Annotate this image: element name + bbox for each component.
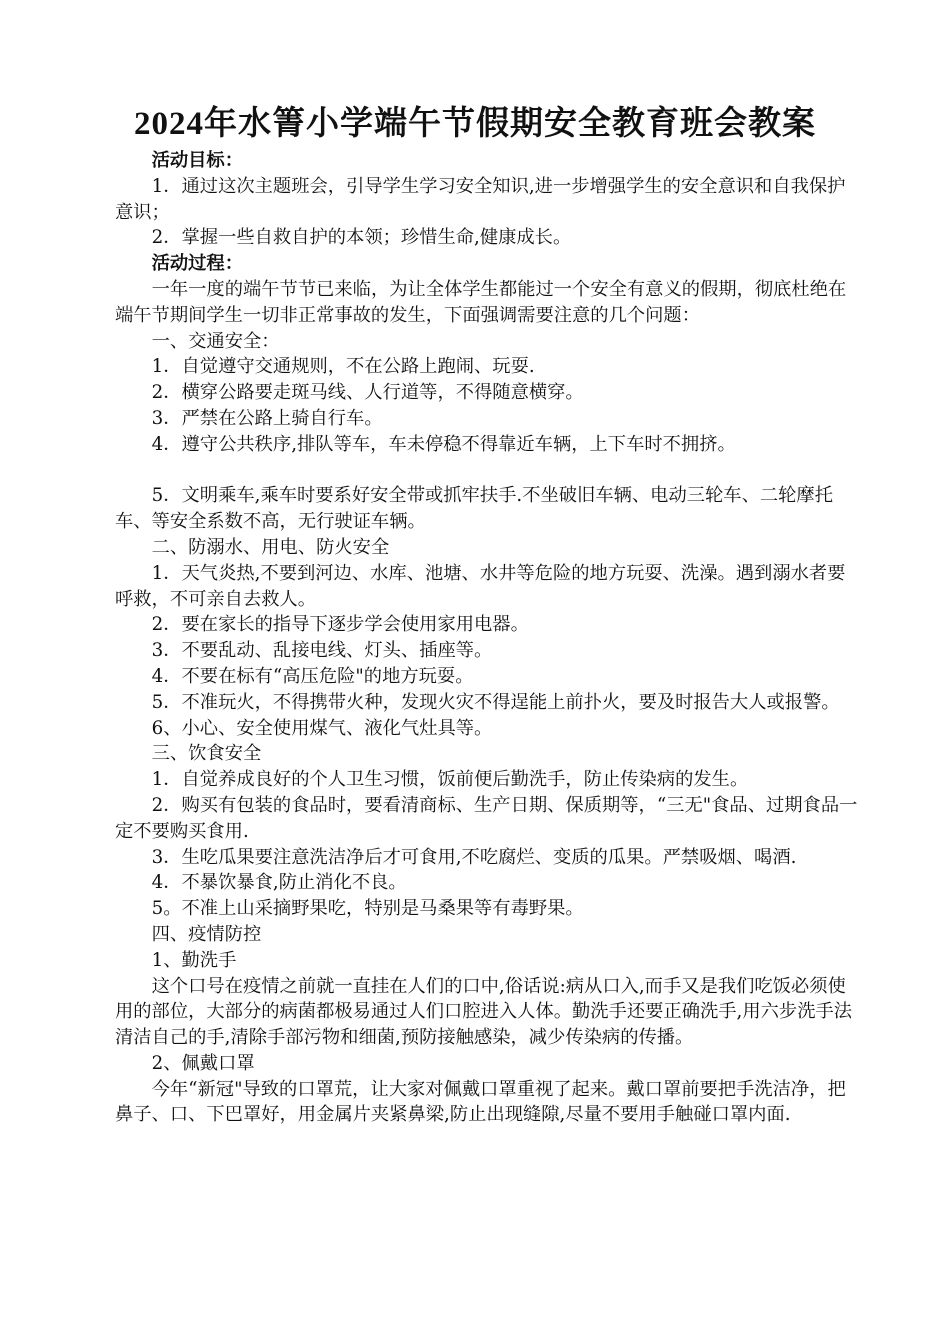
paragraph: 3．严禁在公路上骑自行车。 — [151, 407, 383, 429]
paragraph: 1．自觉养成良好的个人卫生习惯，饭前便后勤洗手，防止传染病的发生。 — [151, 769, 749, 791]
paragraph: 今年“新冠"导致的口罩荒，让大家对佩戴口罩重视了起来。戴口罩前要把手洗洁净，把鼻子、口、下巴罩好，用金属片夹紧鼻梁,防止出现缝隙,尽量不要用手触碰口罩内面. — [115, 1078, 846, 1126]
paragraph: 3．生吃瓜果要注意洗洁净后才可食用,不吃腐烂、变质的瓜果。严禁吸烟、喝酒. — [151, 846, 797, 868]
paragraph: 6、小心、安全使用煤气、液化气灶具等。 — [151, 717, 493, 739]
paragraph: 二、防溺水、用电、防火安全 — [151, 536, 390, 558]
paragraph: 1．天气炎热,不要到河边、水库、池塘、水井等危险的地方玩耍、洗澡。遇到溺水者要呼救，不可亲自去救人。 — [115, 562, 846, 610]
paragraph: 一、交通安全： — [151, 330, 280, 352]
paragraph: 5．不准玩火，不得携带火种，发现火灾不得逞能上前扑火，要及时报告大人或报警。 — [151, 691, 840, 713]
document-body — [115, 148, 863, 1128]
paragraph: 2．要在家长的指导下逐步学会使用家用电器。 — [151, 614, 529, 636]
paragraph: 三、饮食安全 — [151, 743, 262, 765]
paragraph: 4．遵守公共秩序,排队等车，车未停稳不得靠近车辆，上下车时不拥挤。 — [151, 433, 736, 455]
paragraph: 2．购买有包装的食品时，要看清商标、生产日期、保质期等，“三无"食品、过期食品一定不要购买食用. — [115, 794, 858, 842]
paragraph: 1．通过这次主题班会，引导学生学习安全知识,进一步增强学生的安全意识和自我保护意识； — [115, 175, 846, 223]
paragraph-gap — [115, 458, 863, 484]
document-title: 2024年水箐小学端午节假期安全教育班会教案 — [134, 106, 816, 142]
paragraph: 一年一度的端午节节已来临，为让全体学生都能过一个安全有意义的假期，彻底杜绝在端午节期间学生一切非正常事故的发生，下面强调需要注意的几个问题： — [115, 278, 847, 326]
paragraph: 3．不要乱动、乱接电线、灯头、插座等。 — [151, 640, 493, 662]
paragraph: 1、勤洗手 — [151, 949, 237, 971]
section-heading: 活动过程： — [151, 253, 243, 275]
paragraph: 四、疫情防控 — [151, 923, 262, 945]
paragraph: 5。不准上山采摘野果吃，特别是马桑果等有毒野果。 — [151, 898, 584, 920]
paragraph: 2．掌握一些自救自护的本领；珍惜生命,健康成长。 — [151, 227, 572, 249]
paragraph: 5．文明乘车,乘车时要系好安全带或抓牢扶手.不坐破旧车辆、电动三轮车、二轮摩托车、等安全系数不高，无行驶证车辆。 — [115, 485, 833, 533]
paragraph: 2、佩戴口罩 — [151, 1052, 255, 1074]
paragraph: 这个口号在疫情之前就一直挂在人们的口中,俗话说:病从口入,而手又是我们吃饭必须使用的部位，大部分的病菌都极易通过人们口腔进入人体。勤洗手还要正确洗手,用六步洗手法清洁自己的手,清除手部污物和细菌,预防接触感染，减少传染病的传播。 — [115, 975, 853, 1049]
paragraph: 2．横穿公路要走斑马线、人行道等，不得随意横穿。 — [151, 382, 584, 404]
paragraph: 1．自觉遵守交通规则，不在公路上跑闹、玩耍. — [151, 356, 535, 378]
paragraph: 4．不要在标有“高压危险"的地方玩耍。 — [151, 665, 474, 687]
paragraph: 4．不暴饮暴食,防止消化不良。 — [151, 872, 407, 894]
section-heading: 活动目标： — [151, 150, 243, 171]
